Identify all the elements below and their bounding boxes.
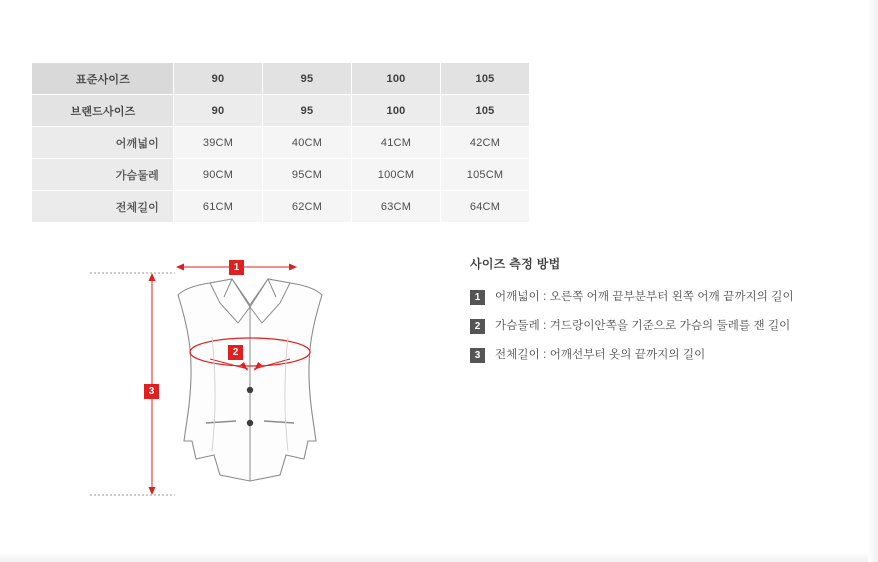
legend-number-2: 2 <box>470 319 485 334</box>
measurement-legend <box>470 255 850 377</box>
table-cell: 95 <box>263 95 352 127</box>
legend-number-3: 3 <box>470 348 485 363</box>
list-item <box>470 319 850 334</box>
table-cell: 105 <box>441 95 530 127</box>
badge-chest: 2 <box>228 345 243 360</box>
table-cell: 105 <box>441 63 530 95</box>
table-cell: 105CM <box>441 159 530 191</box>
list-item <box>470 348 850 363</box>
table-row <box>32 63 530 95</box>
table-cell: 42CM <box>441 127 530 159</box>
measurement-diagram <box>80 245 430 520</box>
list-item <box>470 290 850 305</box>
table-cell: 100 <box>352 63 441 95</box>
button-top <box>247 387 253 393</box>
table-row <box>32 191 530 223</box>
table-row-header: 가슴둘레 <box>32 159 174 191</box>
legend-text-3: 전체길이 : 어깨선부터 옷의 끝까지의 길이 <box>495 349 706 361</box>
table-row-header: 전체길이 <box>32 191 174 223</box>
button-bottom <box>247 420 253 426</box>
badge-shoulder: 1 <box>229 260 244 275</box>
table-cell: 39CM <box>174 127 263 159</box>
legend-number-1: 1 <box>470 290 485 305</box>
table-row-header: 어깨넓이 <box>32 127 174 159</box>
table-row-header: 브랜드사이즈 <box>32 95 174 127</box>
table-cell: 61CM <box>174 191 263 223</box>
garment-illustration-svg <box>80 245 430 520</box>
table-cell: 41CM <box>352 127 441 159</box>
table-cell: 90 <box>174 95 263 127</box>
table-cell: 90 <box>174 63 263 95</box>
table-cell: 100 <box>352 95 441 127</box>
table-cell: 95 <box>263 63 352 95</box>
table-cell: 64CM <box>441 191 530 223</box>
table-cell: 62CM <box>263 191 352 223</box>
table-cell: 63CM <box>352 191 441 223</box>
table-cell: 100CM <box>352 159 441 191</box>
legend-text-2: 가슴둘레 : 겨드랑이안쪽을 기준으로 가슴의 둘레를 잰 길이 <box>495 320 791 332</box>
table-cell: 95CM <box>263 159 352 191</box>
shoulder-arrow-head-right <box>289 264 297 271</box>
shoulder-arrow-head-left <box>176 264 184 271</box>
table-row <box>32 159 530 191</box>
table-row <box>32 95 530 127</box>
legend-title: 사이즈 측정 방법 <box>470 257 561 271</box>
table-cell: 40CM <box>263 127 352 159</box>
legend-text-1: 어깨넓이 : 오른쪽 어깨 끝부분부터 왼쪽 어깨 끝까지의 길이 <box>495 291 794 303</box>
table-row-header: 표준사이즈 <box>32 63 174 95</box>
size-chart-table <box>31 62 530 223</box>
length-arrow-head-bottom <box>149 487 156 495</box>
badge-length: 3 <box>144 384 159 399</box>
length-arrow-head-top <box>149 273 156 281</box>
table-row <box>32 127 530 159</box>
table-cell: 90CM <box>174 159 263 191</box>
